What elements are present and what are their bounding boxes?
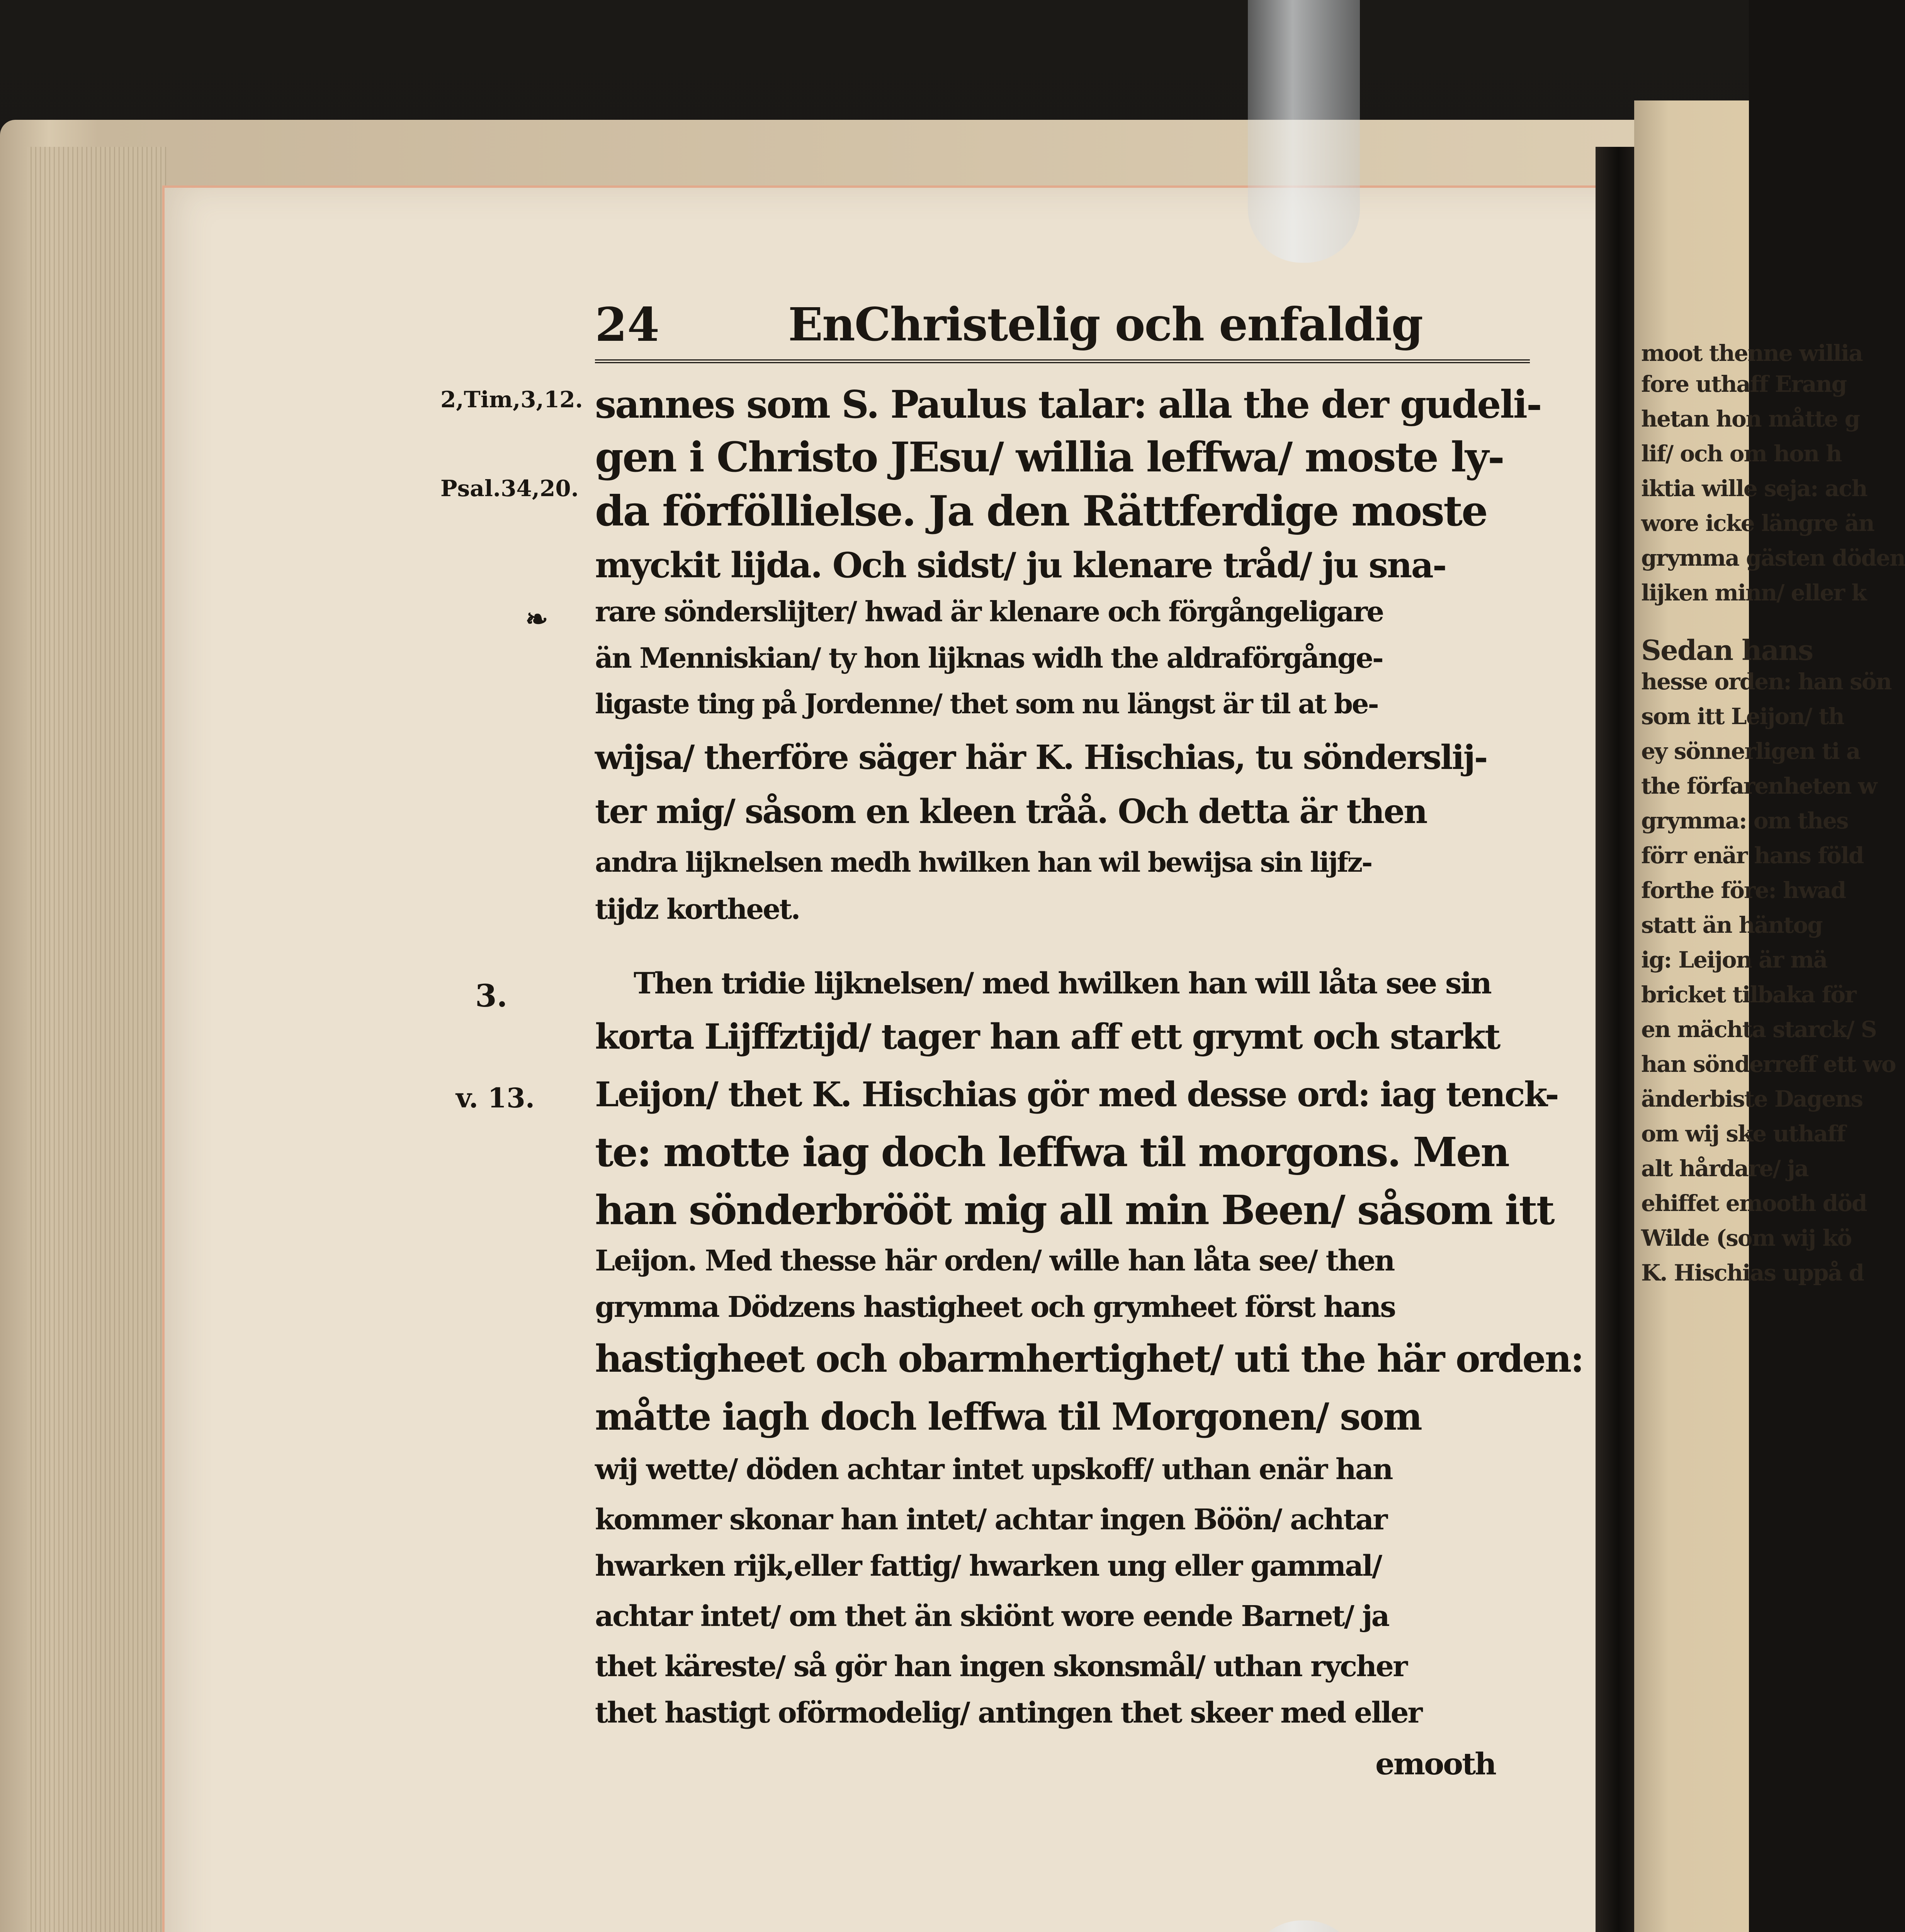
facing-line: änderbiste Dagens [1641,1086,1863,1112]
body-line: gen i Christo JEsu/ willia leffwa/ moste ly- [595,433,1504,481]
margin-note-verse: v. 13. [456,1082,535,1114]
body-line: te: motte iag doch leffwa til morgons. Men [595,1128,1509,1176]
body-line: tijdz kortheet. [595,893,800,925]
catchword: emooth [1375,1747,1495,1782]
body-line: andra lijknelsen medh hwilken han wil bewijsa sin lijfz- [595,846,1372,878]
body-line: grymma Dödzens hastigheet och grymheet först hans [595,1291,1395,1324]
body-line: thet käreste/ så gör han ingen skonsmål/ uthan rycher [595,1650,1407,1683]
facing-line: ehiffet emooth död [1641,1190,1867,1216]
body-line: måtte iagh doch leffwa til Morgonen/ som [595,1395,1421,1439]
body-line: hastigheet och obarmhertighet/ uti the här orden: [595,1337,1583,1381]
body-line: kommer skonar han intet/ achtar ingen Böön/ achtar [595,1503,1387,1536]
page-edges [27,147,166,1932]
body-line: han sönderbrööt mig all min Been/ såsom itt [595,1186,1554,1234]
body-line: rare sönderslijter/ hwad är klenare och förgångeligare [595,595,1383,628]
facing-line: wore icke längre än [1641,510,1874,536]
facing-line: hetan hon måtte g [1641,406,1860,432]
body-line: än Menniskian/ ty hon lijknas widh the aldraförgånge- [595,641,1383,674]
margin-note-reference: Psal.34,20. [440,475,579,502]
page-number: 24 [595,298,659,352]
facing-line: förr enär hans föld [1641,842,1864,869]
facing-line: the förfarenheten w [1641,773,1877,799]
facing-line: fore uthaff Erang [1641,371,1847,397]
facing-line: lif/ och om hon h [1641,440,1842,467]
facing-line: ey sönnerligen ti a [1641,738,1860,764]
body-line: Then tridie lijknelsen/ med hwilken han will låta see sin [634,966,1491,1000]
facing-line: ig: Leijon är mä [1641,947,1827,973]
body-line: da förföllielse. Ja den Rättferdige moste [595,487,1487,536]
facing-line: forthe före: hwad [1641,877,1846,903]
right-facing-page [1634,100,1905,1932]
body-line: wijsa/ therföre säger här K. Hischias, tu sönderslij- [595,738,1487,777]
margin-note-section-number: 3. [475,978,508,1014]
body-line: korta Lijffztijd/ tager han aff ett grymt och starkt [595,1016,1500,1057]
facing-line: K. Hischias uppå d [1641,1260,1864,1286]
body-line: wij wette/ döden achtar intet upskoff/ uthan enär han [595,1453,1392,1486]
facing-line: han sönderreff ett wo [1641,1051,1896,1077]
facing-line: statt än häntog [1641,912,1822,938]
margin-note-reference: 2,Tim,3,12. [440,386,583,413]
margin-mark: ❧ [525,603,548,635]
facing-line: om wij ske uthaff [1641,1121,1845,1147]
facing-line: hesse orden: han sön [1641,668,1891,695]
body-line: ligaste ting på Jordenne/ thet som nu längst är til at be- [595,688,1378,720]
body-line: Leijon. Med thesse här orden/ wille han låta see/ then [595,1244,1394,1277]
facing-line: som itt Leijon/ th [1641,703,1844,730]
body-line: ter mig/ såsom en kleen tråå. Och detta är then [595,792,1427,831]
body-line: achtar intet/ om thet än skiönt wore eende Barnet/ ja [595,1600,1389,1633]
body-line: sannes som S. Paulus talar: alla the der gudeli- [595,383,1541,427]
facing-line: Sedan hans [1641,634,1813,667]
body-line: hwarken rijk,eller fattig/ hwarken ung eller gammal/ [595,1549,1382,1583]
page-clip-top [1248,0,1360,263]
facing-line: moot thenne willia [1641,340,1863,366]
facing-line: lijken minn/ eller k [1641,580,1866,606]
running-header [595,294,1530,363]
facing-line: grymma: om thes [1641,808,1848,834]
facing-line: alt hårdare/ ja [1641,1155,1808,1182]
body-line: Leijon/ thet K. Hischias gör med desse ord: iag tenck- [595,1074,1558,1114]
body-line: myckit lijda. Och sidst/ ju klenare tråd/ ju sna- [595,545,1446,586]
facing-line: Wilde (som wij kö [1641,1225,1852,1251]
facing-line: iktia wille seja: ach [1641,475,1867,502]
facing-line: en mächta starck/ S [1641,1016,1876,1043]
facing-line: grymma gästen döden [1641,545,1905,571]
body-line: thet hastigt oförmodelig/ antingen thet skeer med eller [595,1696,1422,1730]
running-title: EnChristelig och enfaldig [788,298,1422,351]
facing-line: bricket tilbaka för [1641,981,1856,1008]
